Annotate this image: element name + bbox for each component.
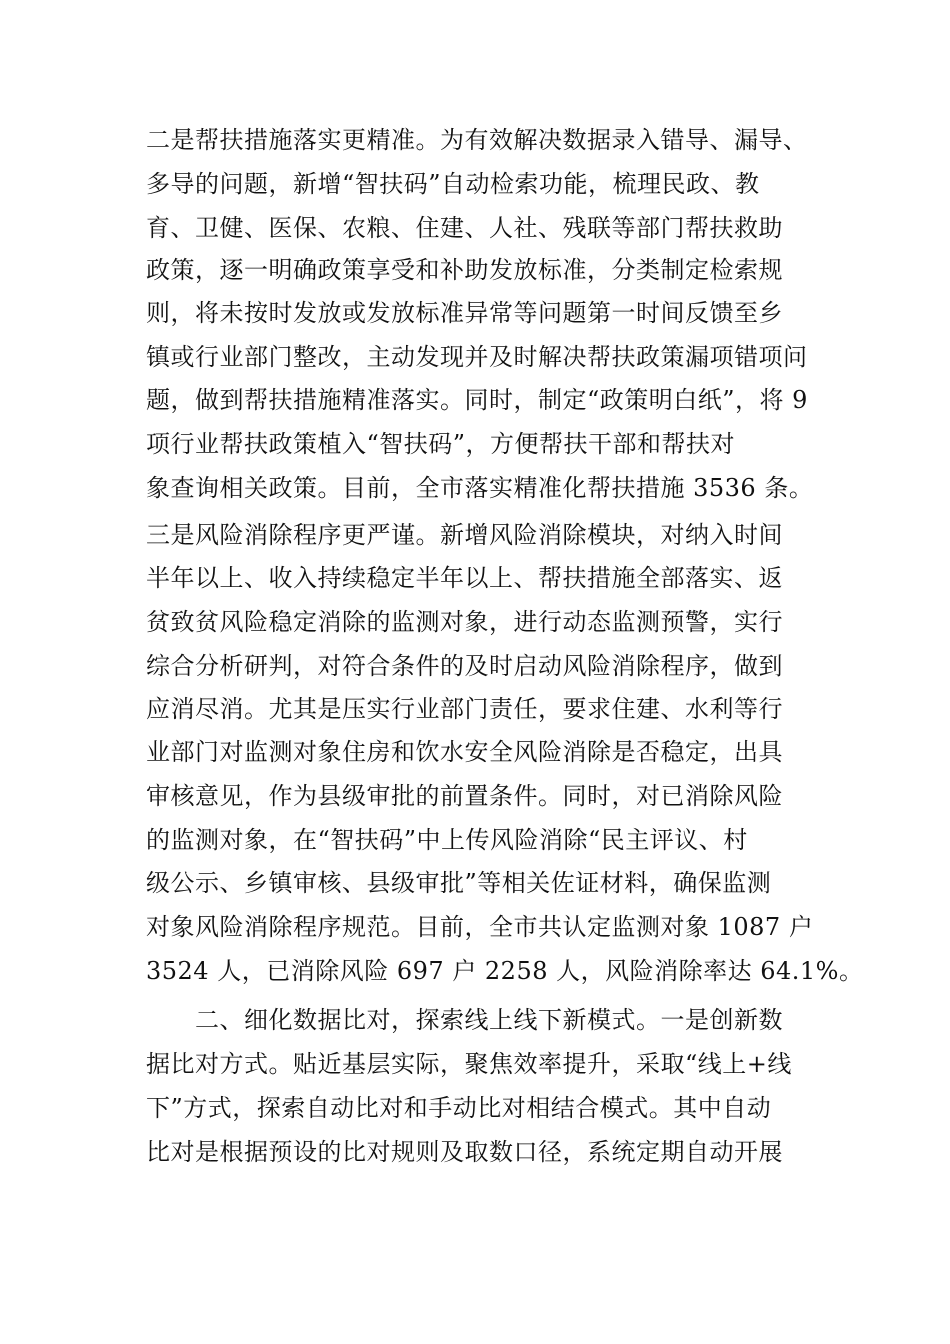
text-line: 镇或行业部门整改，主动发现并及时解决帮扶政策漏项错项问: [146, 343, 808, 371]
text-line: 级公示、乡镇审核、县级审批”等相关佐证材料，确保监测: [146, 869, 772, 897]
text-line-indented: 二、细化数据比对，探索线上线下新模式。一是创新数: [195, 1006, 783, 1034]
text-line: 比对是根据预设的比对规则及取数口径，系统定期自动开展: [146, 1138, 783, 1166]
text-line: 项行业帮扶政策植入“智扶码”，方便帮扶干部和帮扶对: [146, 430, 736, 458]
text-line: 3524 人，已消除风险 697 户 2258 人，风险消除率达 64.1%。: [146, 957, 864, 985]
text-line: 政策，逐一明确政策享受和补助发放标准，分类制定检索规: [146, 256, 783, 284]
text-line: 据比对方式。贴近基层实际，聚焦效率提升，采取“线上+线: [146, 1050, 792, 1078]
text-line: 业部门对监测对象住房和饮水安全风险消除是否稳定，出具: [146, 738, 783, 766]
text-line: 的监测对象，在“智扶码”中上传风险消除“民主评议、村: [146, 826, 748, 854]
text-line: 审核意见，作为县级审批的前置条件。同时，对已消除风险: [146, 782, 783, 810]
text-line: 综合分析研判，对符合条件的及时启动风险消除程序，做到: [146, 652, 783, 680]
text-line: 下”方式，探索自动比对和手动比对相结合模式。其中自动: [146, 1094, 772, 1122]
text-line: 二是帮扶措施落实更精准。为有效解决数据录入错导、漏导、: [146, 126, 808, 154]
text-line: 则，将未按时发放或发放标准异常等问题第一时间反馈至乡: [146, 299, 783, 327]
text-line: 多导的问题，新增“智扶码”自动检索功能，梳理民政、教: [146, 170, 760, 198]
text-line: 贫致贫风险稳定消除的监测对象，进行动态监测预警，实行: [146, 608, 783, 636]
text-line: 育、卫健、医保、农粮、住建、人社、残联等部门帮扶救助: [146, 214, 783, 242]
text-line: 应消尽消。尤其是压实行业部门责任，要求住建、水利等行: [146, 695, 783, 723]
text-line: 三是风险消除程序更严谨。新增风险消除模块，对纳入时间: [146, 521, 783, 549]
text-line: 对象风险消除程序规范。目前，全市共认定监测对象 1087 户: [146, 913, 814, 941]
text-line: 题，做到帮扶措施精准落实。同时，制定“政策明白纸”，将 9: [146, 386, 808, 414]
text-line: 半年以上、收入持续稳定半年以上、帮扶措施全部落实、返: [146, 564, 783, 592]
text-line: 象查询相关政策。目前，全市落实精准化帮扶措施 3536 条。: [146, 474, 814, 502]
